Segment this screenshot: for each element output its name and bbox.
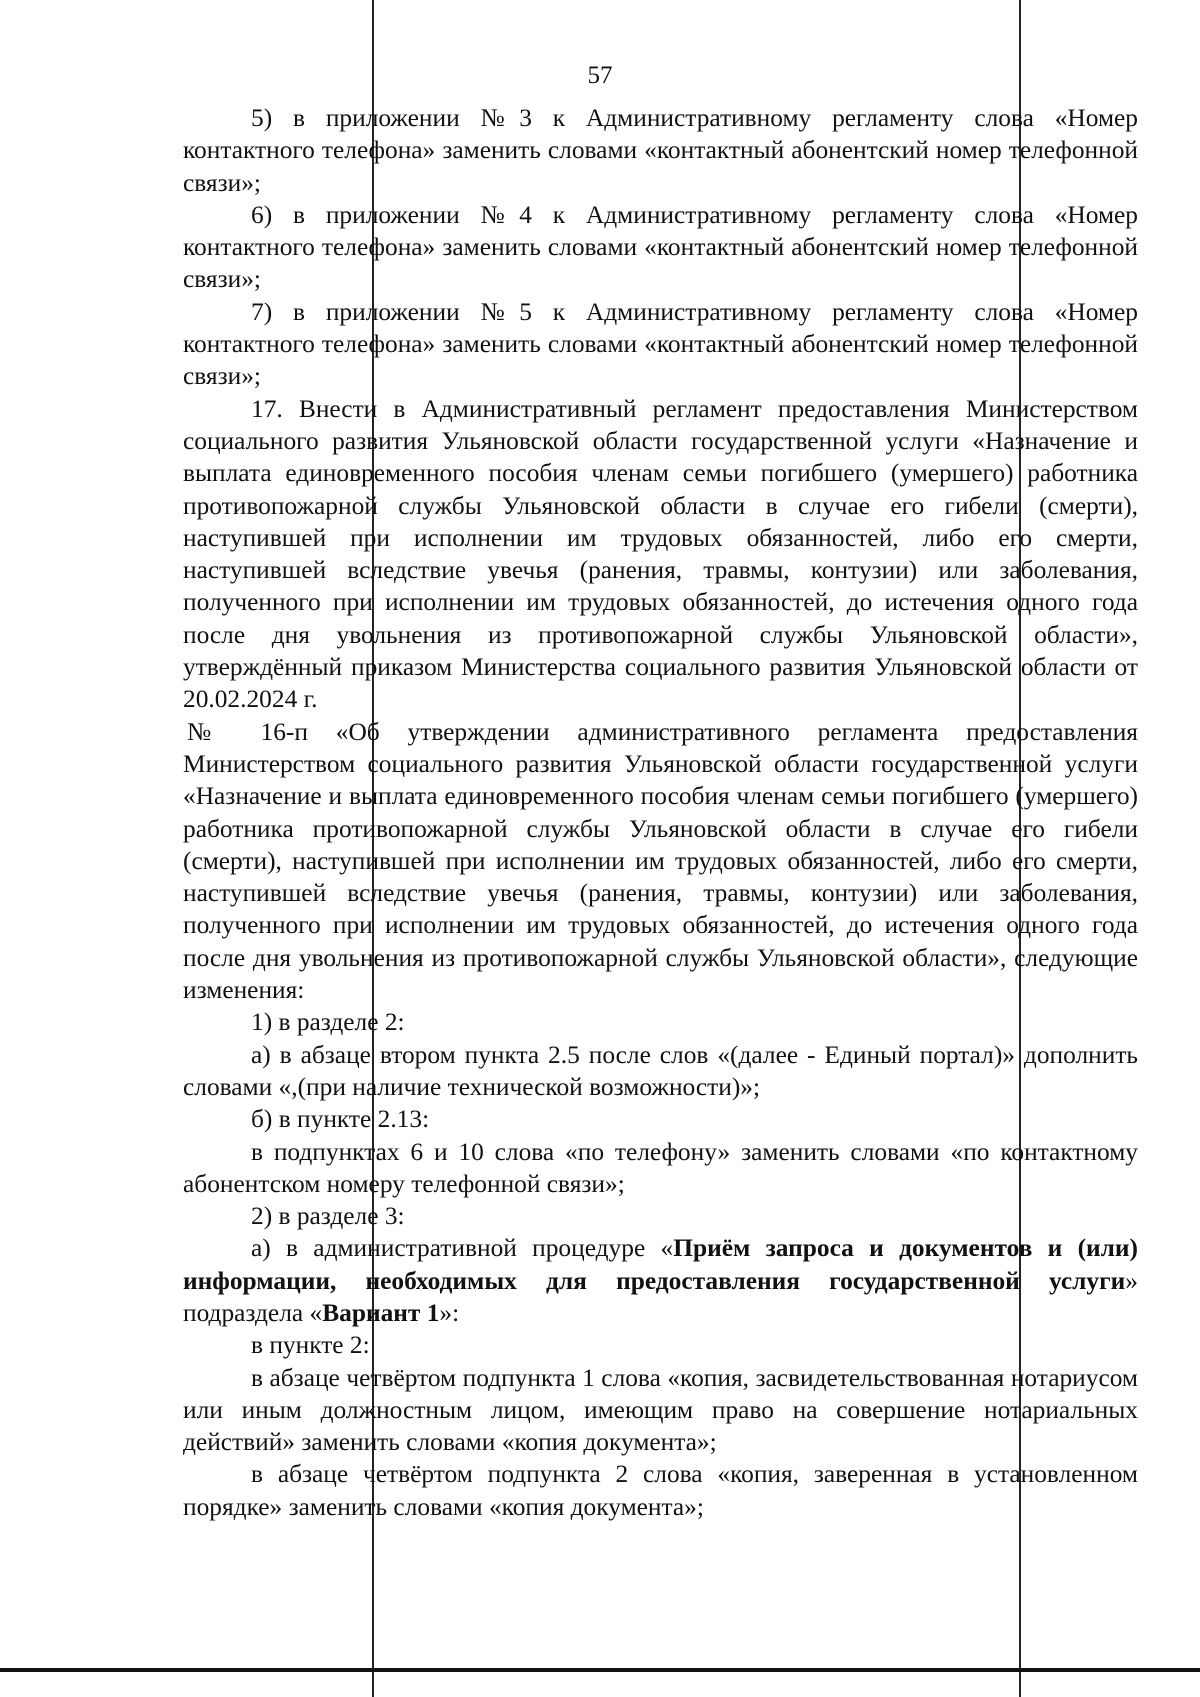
section-2-a-post: »: xyxy=(439,1298,460,1327)
section-1-heading: 1) в разделе 2: xyxy=(251,1008,405,1037)
section-2-a-pre: а) в административной процедуре « xyxy=(251,1234,674,1263)
section-2-a-point: в пункте 2: xyxy=(251,1331,370,1360)
page-number: 57 xyxy=(587,62,613,89)
section-2-a xyxy=(183,1232,1138,1329)
section-1-b: б) в пункте 2.13: xyxy=(251,1105,430,1134)
variant-title: Вариант 1 xyxy=(322,1298,440,1327)
document-body xyxy=(183,102,1138,1523)
page-bottom-edge xyxy=(0,1668,1200,1672)
section-2-heading: 2) в разделе 3: xyxy=(251,1202,405,1231)
procedure-title: Приём запроса и документов и (или) информации, необходимых для предоставления государственной услуги xyxy=(183,1234,1138,1295)
section-2-a-mid: » подраздела « xyxy=(183,1266,1138,1327)
item-17: 17. Внести в Административный регламент предоставления Министерством социального развития Ульяновской области государственной услуги «Назначение и выплата единовременного пособия членам семьи погибшего (умершего) работника противопожарной службы Ульяновской области в случае его гибели (смерти), наступившей при исполнении им трудовых обязанностей, либо его смерти, наступившей вследствие увечья (ранения, травмы, контузии) или заболевания, полученного при исполнении им трудовых обязанностей, до истечения одного года после дня увольнения из противопожарной службы Ульяновской области», утверждённый приказом Министерства социального развития Ульяновской области от 20.02.2024 г. xyxy=(183,394,1138,714)
section-2-a-1: в абзаце четвёртом подпункта 1 слова «копия, засвидетельствованная нотариусом или иным должностным лицом, имеющим право на совершение нотариальных действий» заменить словами «копия документа»; xyxy=(183,1363,1138,1457)
section-1-b-text: в подпунктах 6 и 10 слова «по телефону» заменить словами «по контактному абонентском номеру телефонной связи»; xyxy=(183,1137,1138,1198)
section-1-a: а) в абзаце втором пункта 2.5 после слов «(далее - Единый портал)» дополнить словами «,(при наличие технической возможности)»; xyxy=(183,1040,1138,1101)
item-6: 6) в приложении №4 к Административному регламенту слова «Номер контактного телефона» заменить словами «контактный абонентский номер телефонной связи»; xyxy=(183,200,1138,294)
item-7: 7) в приложении №5 к Административному регламенту слова «Номер контактного телефона» заменить словами «контактный абонентский номер телефонной связи»; xyxy=(183,297,1138,391)
item-17-continuation: № 16-п «Об утверждении административного регламента предоставления Министерством социального развития Ульяновской области государственной услуги «Назначение и выплата единовременного пособия членам семьи погибшего (умершего) работника противопожарной службы Ульяновской области в случае его гибели (смерти), наступившей при исполнении им трудовых обязанностей, либо его смерти, наступившей вследствие увечья (ранения, травмы, контузии) или заболевания, полученного при исполнении им трудовых обязанностей, до истечения одного года после дня увольнения из противопожарной службы Ульяновской области», следующие изменения: xyxy=(183,717,1138,1005)
section-2-a-2: в абзаце четвёртом подпункта 2 слова «копия, заверенная в установленном порядке» заменить словами «копия документа»; xyxy=(183,1460,1138,1521)
item-5: 5) в приложении №3 к Административному регламенту слова «Номер контактного телефона» заменить словами «контактный абонентский номер телефонной связи»; xyxy=(183,104,1138,197)
